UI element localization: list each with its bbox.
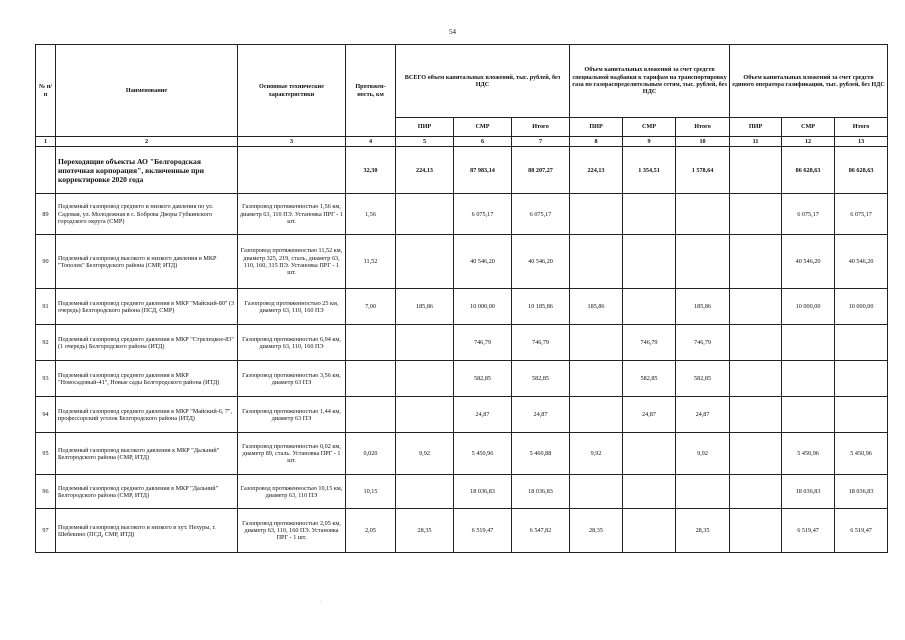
- row-value: [623, 194, 676, 235]
- table-row: [36, 325, 888, 361]
- header-sub: ПИР: [396, 118, 454, 137]
- row-value: 746,79: [512, 325, 570, 361]
- row-value: [730, 325, 782, 361]
- row-value: 18 036,83: [512, 475, 570, 509]
- row-number: 97: [36, 509, 56, 553]
- row-value: 185,86: [676, 289, 730, 325]
- row-value: 6 075,17: [512, 194, 570, 235]
- row-length: [346, 397, 396, 433]
- row-length: 1,56: [346, 194, 396, 235]
- header-length: Протяжен-ность, км: [346, 45, 396, 137]
- row-tech: Газопровод протяженностью 3,56 км, диаметр 63 ПЭ: [238, 361, 346, 397]
- footer-mark: .: [320, 598, 322, 604]
- row-value: 582,85: [676, 361, 730, 397]
- row-length: [346, 325, 396, 361]
- row-value: 9,92: [570, 433, 623, 475]
- row-value: 10 000,00: [454, 289, 512, 325]
- row-value: [782, 325, 835, 361]
- row-value: [570, 475, 623, 509]
- summary-value: 224,13: [570, 147, 623, 194]
- row-value: 24,87: [676, 397, 730, 433]
- row-tech: Газопровод протяженностью 25 км, диаметр 63, 110, 160 ПЭ: [238, 289, 346, 325]
- table-row: [36, 475, 888, 509]
- row-value: [396, 475, 454, 509]
- row-value: [730, 235, 782, 289]
- row-value: 40 546,20: [782, 235, 835, 289]
- summary-value: [730, 147, 782, 194]
- capital-investment-table: [35, 44, 888, 553]
- row-value: 5 460,88: [512, 433, 570, 475]
- column-number: 12: [782, 137, 835, 147]
- row-name: Подземный газопровод высокого давления к МКР "Дальний" Белгородского района (СМР, ИТД): [56, 433, 238, 475]
- row-value: 6 519,47: [835, 509, 888, 553]
- row-value: [396, 325, 454, 361]
- row-value: 6 075,17: [835, 194, 888, 235]
- header-total-group: ВСЕГО объем капитальных вложений, тыс. рублей, без НДС: [396, 45, 570, 118]
- summary-name: Переходящие объекты АО "Белгородская ипотечная корпорация", включенные при корректировке 2020 года: [56, 147, 238, 194]
- summary-tech: [238, 147, 346, 194]
- table-row: [36, 361, 888, 397]
- row-name: Подземный газопровод среднего давления в МКР "Дальний" Белгородского района (СМР, ИТД): [56, 475, 238, 509]
- row-value: [730, 475, 782, 509]
- row-value: [676, 475, 730, 509]
- header-sub: СМР: [782, 118, 835, 137]
- column-number: 10: [676, 137, 730, 147]
- row-tech: Газопровод протяженностью 1,56 км, диаметр 63, 110 ПЭ. Установка ПРГ - 1 шт.: [238, 194, 346, 235]
- row-value: [570, 235, 623, 289]
- row-number: 94: [36, 397, 56, 433]
- row-value: [676, 194, 730, 235]
- summary-value: 87 983,14: [454, 147, 512, 194]
- summary-value: 86 628,63: [835, 147, 888, 194]
- summary-value: 224,13: [396, 147, 454, 194]
- row-value: 10 185,86: [512, 289, 570, 325]
- row-value: 9,92: [676, 433, 730, 475]
- row-value: 746,79: [454, 325, 512, 361]
- summary-value: 1 578,64: [676, 147, 730, 194]
- column-number: 6: [454, 137, 512, 147]
- row-value: [570, 361, 623, 397]
- row-value: 6 519,47: [782, 509, 835, 553]
- row-value: 24,87: [454, 397, 512, 433]
- summary-value: 86 628,63: [782, 147, 835, 194]
- row-value: [623, 475, 676, 509]
- summary-num: [36, 147, 56, 194]
- column-number: 2: [56, 137, 238, 147]
- page-number: 54: [449, 28, 456, 36]
- column-number: 3: [238, 137, 346, 147]
- row-value: [835, 397, 888, 433]
- row-name: Подземный газопровод среднего давления в МКР "Стрелецкое-83" (1 очередь) Белгородского района (ИТД): [56, 325, 238, 361]
- header-sub: Итого: [676, 118, 730, 137]
- row-tech: Газопровод протяженностью 11,52 км, диаметр 325, 219, сталь, диаметр 63, 110, 160, 315 ПЭ. Установка ПРГ - 1 шт.: [238, 235, 346, 289]
- row-tech: Газопровод протяженностью 0,02 км, диаметр 89, сталь. Установка ПРГ - 1 шт.: [238, 433, 346, 475]
- row-value: [623, 289, 676, 325]
- row-value: 10 000,00: [782, 289, 835, 325]
- row-length: [346, 361, 396, 397]
- column-number: 7: [512, 137, 570, 147]
- row-value: 6 519,47: [454, 509, 512, 553]
- row-number: 91: [36, 289, 56, 325]
- row-value: 5 450,96: [782, 433, 835, 475]
- row-value: [730, 289, 782, 325]
- row-number: 89: [36, 194, 56, 235]
- summary-value: 88 207,27: [512, 147, 570, 194]
- header-num: № п/п: [36, 45, 56, 137]
- row-name: Подземный газопровод среднего давления в МКР "Майский-80" (3 очередь) Белгородского района (ПСД, СМР): [56, 289, 238, 325]
- row-value: 40 546,20: [512, 235, 570, 289]
- row-value: [396, 194, 454, 235]
- header-sub: СМР: [623, 118, 676, 137]
- header-surcharge-group: Объем капитальных вложений за счет средств специальной надбавки к тарифам на транспортировку газа по газораспределительным сетям, тыс. рублей, без НДС: [570, 45, 730, 118]
- row-value: 746,79: [623, 325, 676, 361]
- header-name: Наименование: [56, 45, 238, 137]
- table-row: [36, 289, 888, 325]
- row-value: 24,87: [512, 397, 570, 433]
- row-value: [623, 509, 676, 553]
- header-tech: Основные технические характеристики: [238, 45, 346, 137]
- row-tech: Газопровод протяженностью 6,94 км, диаметр 63, 110, 160 ПЭ: [238, 325, 346, 361]
- row-value: 28,35: [676, 509, 730, 553]
- row-value: [782, 397, 835, 433]
- column-number: 4: [346, 137, 396, 147]
- row-value: 746,79: [676, 325, 730, 361]
- row-value: 5 450,96: [835, 433, 888, 475]
- row-value: 582,85: [512, 361, 570, 397]
- row-value: 185,86: [396, 289, 454, 325]
- table-row: [36, 194, 888, 235]
- row-value: [782, 361, 835, 397]
- table-row: [36, 397, 888, 433]
- row-tech: Газопровод протяженностью 2,05 км, диаметр 63, 110, 160 ПЭ. Установка ПРГ - 1 шт.: [238, 509, 346, 553]
- row-name: Подземный газопровод среднего и низкого давления по ул. Садовая, ул. Молодежная в с. Боброва Дворы Губкинского городского округа (СМР): [56, 194, 238, 235]
- row-value: 28,35: [396, 509, 454, 553]
- row-name: Подземный газопровод среднего давления в МКР "Новосадовый-41", Новые сады Белгородского района (ИТД): [56, 361, 238, 397]
- row-value: [835, 325, 888, 361]
- table-row: [36, 235, 888, 289]
- row-value: [730, 194, 782, 235]
- header-sub: СМР: [454, 118, 512, 137]
- row-value: [730, 361, 782, 397]
- row-value: [396, 361, 454, 397]
- row-length: 10,15: [346, 475, 396, 509]
- header-operator-group: Объем капитальных вложений за счет средств единого оператора газификации, тыс. рублей, без НДС: [730, 45, 888, 118]
- row-number: 93: [36, 361, 56, 397]
- row-value: [570, 325, 623, 361]
- row-name: Подземный газопровод высокого и низкого давления в МКР "Тополек" Белгородского района (СМР, ИТД): [56, 235, 238, 289]
- row-value: [730, 433, 782, 475]
- summary-value: 1 354,51: [623, 147, 676, 194]
- row-value: [396, 235, 454, 289]
- row-value: 9,92: [396, 433, 454, 475]
- header-sub: Итого: [512, 118, 570, 137]
- row-value: 10 000,00: [835, 289, 888, 325]
- row-value: 40 546,20: [835, 235, 888, 289]
- row-value: 185,86: [570, 289, 623, 325]
- row-length: 2,05: [346, 509, 396, 553]
- header-row-1: [36, 45, 888, 118]
- row-name: Подземный газопровод среднего давления в МКР "Майский-6, 7", профессорский уголок Белгородского района (ИТД): [56, 397, 238, 433]
- row-value: [730, 397, 782, 433]
- header-sub: ПИР: [730, 118, 782, 137]
- row-value: 6 547,82: [512, 509, 570, 553]
- row-value: [396, 397, 454, 433]
- row-value: [570, 397, 623, 433]
- row-value: 18 036,83: [454, 475, 512, 509]
- row-number: 95: [36, 433, 56, 475]
- table-row: [36, 509, 888, 553]
- row-value: [730, 509, 782, 553]
- column-number: 8: [570, 137, 623, 147]
- row-value: [623, 235, 676, 289]
- row-value: [623, 433, 676, 475]
- row-value: 6 075,17: [782, 194, 835, 235]
- row-tech: Газопровод протяженностью 1,44 км, диаметр 63 ПЭ: [238, 397, 346, 433]
- column-number: 9: [623, 137, 676, 147]
- row-number: 90: [36, 235, 56, 289]
- row-value: 18 036,83: [782, 475, 835, 509]
- row-tech: Газопровод протяженностью 10,15 км, диаметр 63, 110 ПЭ: [238, 475, 346, 509]
- row-length: 7,00: [346, 289, 396, 325]
- row-value: 5 450,96: [454, 433, 512, 475]
- row-value: 24,87: [623, 397, 676, 433]
- column-number: 5: [396, 137, 454, 147]
- row-number: 96: [36, 475, 56, 509]
- row-value: 6 075,17: [454, 194, 512, 235]
- row-length: 0,020: [346, 433, 396, 475]
- header-sub: Итого: [835, 118, 888, 137]
- row-value: [570, 194, 623, 235]
- row-value: 582,85: [454, 361, 512, 397]
- row-value: 18 036,83: [835, 475, 888, 509]
- column-number: 13: [835, 137, 888, 147]
- table-row: [36, 433, 888, 475]
- header-sub: ПИР: [570, 118, 623, 137]
- row-value: 40 546,20: [454, 235, 512, 289]
- row-length: 11,52: [346, 235, 396, 289]
- column-number: 11: [730, 137, 782, 147]
- row-value: 582,85: [623, 361, 676, 397]
- column-number: 1: [36, 137, 56, 147]
- row-name: Подземный газопровод высокого и низкого в хут. Нехуры, г. Шебекино (ПСД, СМР, ИТД): [56, 509, 238, 553]
- column-number-row: [36, 137, 888, 147]
- row-value: [676, 235, 730, 289]
- summary-length: 32,30: [346, 147, 396, 194]
- summary-row: [36, 147, 888, 194]
- row-value: 28,35: [570, 509, 623, 553]
- row-number: 92: [36, 325, 56, 361]
- row-value: [835, 361, 888, 397]
